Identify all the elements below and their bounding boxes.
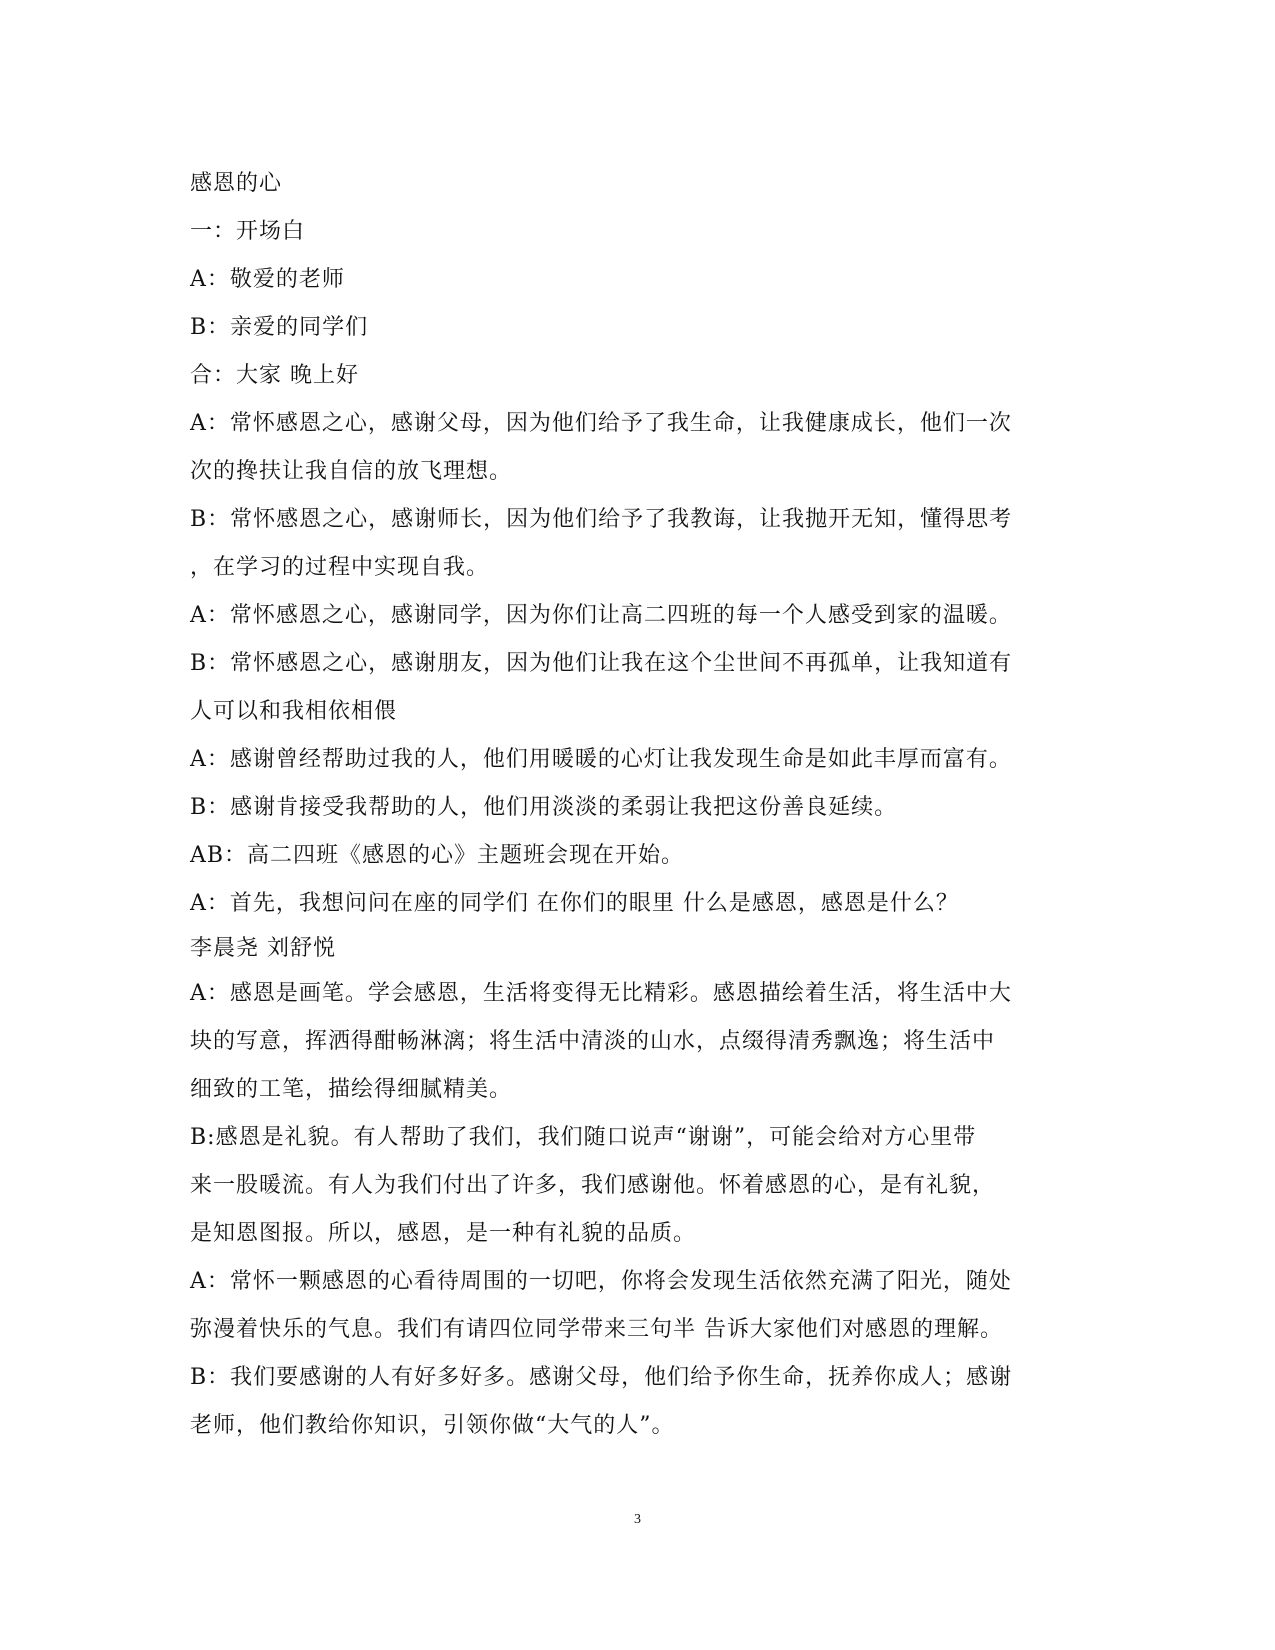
text-line: 次的搀扶让我自信的放飞理想。 <box>190 459 513 484</box>
text-line: 是知恩图报。所以，感恩，是一种有礼貌的品质。 <box>190 1221 697 1246</box>
section-heading: 一：开场白 <box>190 219 306 244</box>
text-line: 细致的工笔，描绘得细腻精美。 <box>190 1077 513 1102</box>
text-line: B:感恩是礼貌。有人帮助了我们，我们随口说声“谢谢”，可能会给对方心里带 <box>190 1125 977 1150</box>
text-line: A：常怀感恩之心，感谢同学，因为你们让高二四班的每一个人感受到家的温暖。 <box>190 603 1012 628</box>
page-number: 3 <box>634 1512 641 1527</box>
text-line: A：感谢曾经帮助过我的人，他们用暖暖的心灯让我发现生命是如此丰厚而富有。 <box>190 747 1012 772</box>
text-line: A：感恩是画笔。学会感恩，生活将变得无比精彩。感恩描绘着生活，将生活中大 <box>190 981 1012 1006</box>
text-line: 人可以和我相依相偎 <box>190 699 398 724</box>
text-line: B：感谢肯接受我帮助的人，他们用淡淡的柔弱让我把这份善良延续。 <box>190 795 898 820</box>
text-line: B：我们要感谢的人有好多好多。感谢父母，他们给予你生命，抚养你成人；感谢 <box>190 1365 1013 1390</box>
text-line: 来一股暖流。有人为我们付出了许多，我们感谢他。怀着感恩的心，是有礼貌， <box>190 1173 996 1198</box>
text-line: B：亲爱的同学们 <box>190 315 369 340</box>
text-line: 合：大家 晚上好 <box>190 363 359 388</box>
document-body <box>190 160 1080 1450</box>
text-line: A：常怀感恩之心，感谢父母，因为他们给予了我生命，让我健康成长，他们一次 <box>190 411 1012 436</box>
text-line: B：常怀感恩之心，感谢朋友，因为他们让我在这个尘世间不再孤单，让我知道有 <box>190 651 1013 676</box>
text-line: 老师，他们教给你知识，引领你做“大气的人”。 <box>190 1413 675 1438</box>
speaker-names: 李晨尧 刘舒悦 <box>190 936 336 961</box>
text-line: ，在学习的过程中实现自我。 <box>190 555 490 580</box>
text-line: 块的写意，挥洒得酣畅淋漓；将生活中清淡的山水，点缀得清秀飘逸；将生活中 <box>190 1029 996 1054</box>
text-line: AB：高二四班《感恩的心》主题班会现在开始。 <box>190 843 685 868</box>
text-line: 弥漫着快乐的气息。我们有请四位同学带来三句半 告诉大家他们对感恩的理解。 <box>190 1317 1003 1342</box>
text-line: B：常怀感恩之心，感谢师长，因为他们给予了我教诲，让我抛开无知，懂得思考 <box>190 507 1013 532</box>
document-title: 感恩的心 <box>190 171 283 196</box>
text-line: A：敬爱的老师 <box>190 267 345 292</box>
text-line: A：常怀一颗感恩的心看待周围的一切吧，你将会发现生活依然充满了阳光，随处 <box>190 1269 1012 1294</box>
text-line: A：首先，我想问问在座的同学们 在你们的眼里 什么是感恩，感恩是什么？ <box>190 891 959 916</box>
